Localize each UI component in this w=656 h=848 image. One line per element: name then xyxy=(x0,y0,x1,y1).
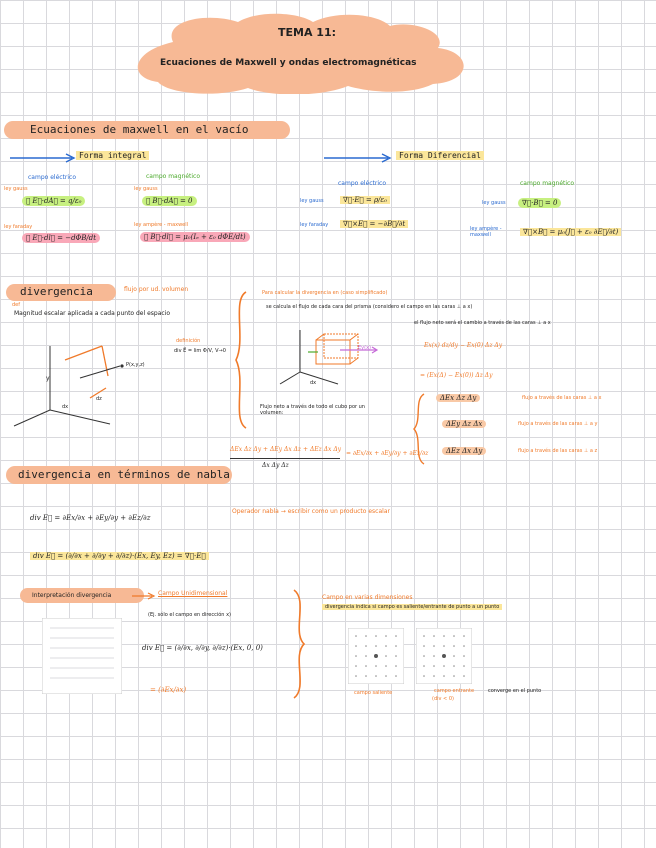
page-subtitle: Ecuaciones de Maxwell y ondas electromagnéticas xyxy=(160,58,417,68)
one-dim-field-plot xyxy=(42,618,122,694)
arrow-right-icon xyxy=(130,590,158,602)
fraction-line xyxy=(230,458,340,459)
diff-magnetic-label: campo magnético xyxy=(520,180,575,187)
eq-div-nabla-text: div E⃗ = (∂/∂x + ∂/∂y + ∂/∂z)·(Ex, Ey, Ez) = ∇⃗·E⃗ xyxy=(30,552,209,560)
face-z-note: flujo a través de las caras ⊥ a z xyxy=(518,448,598,454)
eq-diff-ampere: ∇⃗×B⃗ = μ₀(J⃗ + ε₀ ∂E⃗/∂t) xyxy=(520,228,621,236)
div-result: = ∂Ex/∂x + ∂Ey/∂y + ∂Ez/∂z xyxy=(346,450,429,457)
brace-icon xyxy=(232,290,252,430)
differential-form-label: Forma Diferencial xyxy=(396,151,484,160)
flux-per-volume-note: flujo por ud. volumen xyxy=(124,286,189,293)
operator-note: Operador nabla → escribir como un producto escalar xyxy=(232,508,390,515)
divergence-definition: Magnitud escalar aplicada a cada punto del espacio xyxy=(14,310,171,317)
d-gauss-m-label: ley gauss xyxy=(482,200,506,206)
face-x: ΔEx Δz Δy xyxy=(436,394,480,402)
eq-int-faraday: ∮ E⃗·dl⃗ = −dΦB/dt xyxy=(22,233,100,243)
diff-electric-label: campo eléctrico xyxy=(338,180,387,187)
d-faraday-label: ley faraday xyxy=(300,222,329,228)
title-cloud xyxy=(128,12,478,94)
interp-label: Interpretación divergencia xyxy=(32,592,112,599)
section-heading-nabla: divergencia en términos de nabla xyxy=(18,468,230,481)
face-y-note: flujo a través de las caras ⊥ a y xyxy=(518,421,598,427)
ey-label: Ey(x) xyxy=(358,345,371,351)
sink-field-plot xyxy=(416,628,472,684)
two-dim-label: Campo en varias dimensiones xyxy=(322,594,413,601)
eq-flux-b: = (Ex(Δ) − Ex(0)) Δz Δy xyxy=(420,372,493,379)
div-numerator: ΔEx Δz Δy + ΔEy Δx Δz + ΔEz Δx Δy xyxy=(230,446,342,453)
axis-y-label: y xyxy=(46,375,50,382)
eq-diff-faraday: ∇⃗×E⃗ = −∂B⃗/∂t xyxy=(340,220,408,228)
right-sub: se calcula el flujo de cada cara del prisma (considero el campo en las caras ⊥ a x) xyxy=(266,304,473,310)
point-label: P(x,y,z) xyxy=(126,362,145,368)
definition-label: definición xyxy=(176,338,201,344)
net-flux-note: Flujo neto a través de todo el cubo por un volumen: xyxy=(260,404,365,416)
axis-dx-label: dx xyxy=(62,404,69,410)
axes-sketch xyxy=(10,340,210,430)
source-field-plot xyxy=(348,628,404,684)
cube-dx-label: dx xyxy=(310,380,317,386)
div-denominator: Δx Δy Δz xyxy=(262,462,289,469)
two-dim-note: divergencia indica si campo es saliente/entrante de punto a un punto xyxy=(322,604,502,610)
face-z: ΔEz Δx Δy xyxy=(442,447,486,455)
eq-int-gauss-m: ∮ B⃗·dA⃗ = 0 xyxy=(142,196,197,206)
eq-1d: div E⃗ = (∂/∂x, ∂/∂y, ∂/∂z)·(Ex, 0, 0) xyxy=(142,644,263,652)
eq-diff-gauss-e: ∇⃗·E⃗ = ρ/ε₀ xyxy=(340,196,390,204)
face-x-note: flujo a través de las caras ⊥ a x xyxy=(522,395,602,401)
face-y: ΔEy Δz Δx xyxy=(442,420,486,428)
eq-1d-result: = (∂Ex/∂x) xyxy=(150,686,187,694)
gauss-m-label: ley gauss xyxy=(134,186,158,192)
one-dim-label: Campo Unidimensional xyxy=(158,590,228,597)
definition-formula: div E⃗ = lim Φ/V, V→0 xyxy=(174,348,226,354)
eq-diff-gauss-m: ∇⃗·B⃗ = 0 xyxy=(518,198,561,208)
int-electric-label: campo eléctrico xyxy=(28,174,77,181)
d-gauss-e-label: ley gauss xyxy=(300,198,324,204)
caption-sink-sub: (div < 0) xyxy=(432,696,454,702)
gauss-e-label: ley gauss xyxy=(4,186,28,192)
ampere-label: ley ampère - maxwell xyxy=(134,222,189,228)
int-magnetic-label: campo magnético xyxy=(146,173,201,180)
page-title: TEMA 11: xyxy=(278,26,337,39)
flux-diff-note: el flujo neto será el cambio a través de las caras ⊥ a x xyxy=(414,320,551,326)
arrow-right-icon xyxy=(8,150,78,164)
def-tag: def xyxy=(12,302,21,308)
caption-sink: campo entrante xyxy=(434,688,475,694)
eq-div-nabla xyxy=(30,552,209,560)
faraday-label: ley faraday xyxy=(4,224,33,230)
caption-converge: converge en el punto xyxy=(488,688,542,694)
integral-form-label: Forma integral xyxy=(76,151,149,160)
d-ampere-label: ley ampère - maxwell xyxy=(470,226,502,238)
eq-flux-a: Ex(x) dz/dy − Ex(0) Δz Δy xyxy=(424,342,503,349)
section-heading-divergence: divergencia xyxy=(20,285,93,298)
axis-dz-label: dz xyxy=(96,396,102,402)
right-title: Para calcular la divergencia en (caso simplificado) xyxy=(262,290,388,296)
arrow-right-icon xyxy=(322,150,394,164)
eq-int-ampere: ∮ B⃗·dl⃗ = μ₀(Iₑ + ε₀ dΦE/dt) xyxy=(140,232,250,242)
one-dim-example: (Ej. sólo el campo en dirección x) xyxy=(148,612,231,618)
eq-div-sum: div E⃗ = ∂Ex/∂x + ∂Ey/∂y + ∂Ez/∂z xyxy=(30,514,151,522)
eq-int-gauss-e: ∮ E⃗·dA⃗ = q/ε₀ xyxy=(22,196,85,206)
cube-sketch xyxy=(278,326,388,388)
caption-source: campo saliente xyxy=(354,690,393,696)
brace-icon xyxy=(288,588,310,700)
section-heading-maxwell: Ecuaciones de maxwell en el vacío xyxy=(30,123,249,136)
